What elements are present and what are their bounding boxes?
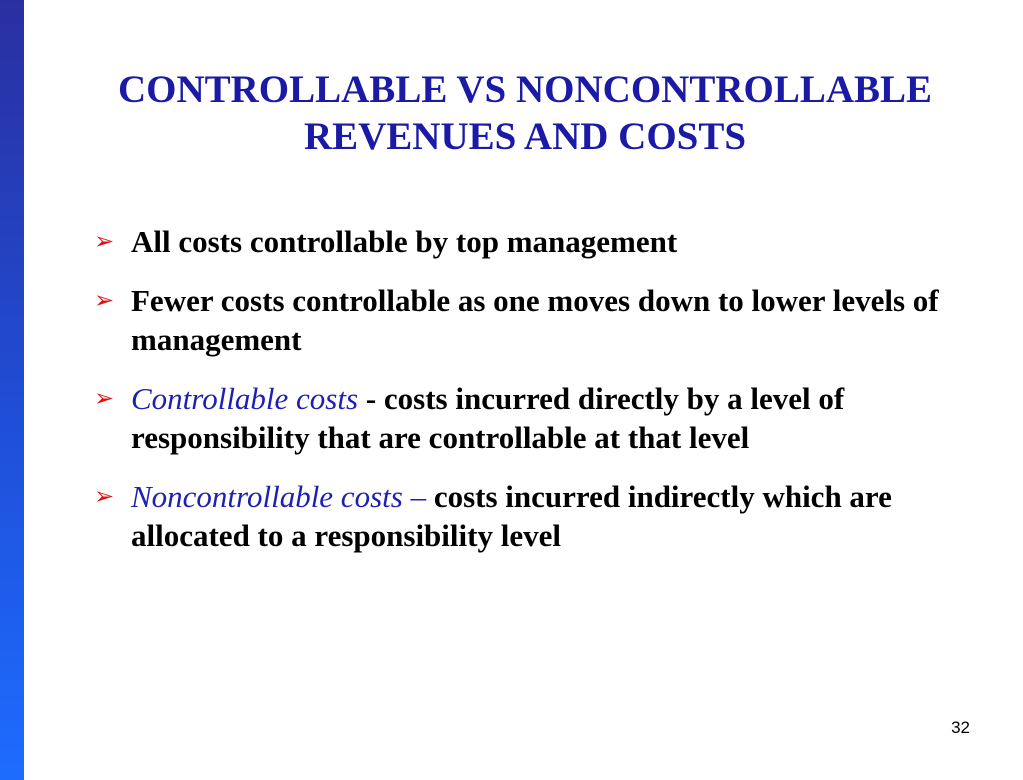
bullet-separator: – — [402, 479, 434, 514]
arrow-bullet-icon: ➢ — [94, 286, 115, 314]
bullet-text: costs incurred indirectly which are allocated to a responsibility level — [131, 479, 892, 553]
arrow-bullet-icon: ➢ — [94, 384, 115, 412]
bullet-item — [94, 477, 944, 555]
bullet-separator — [358, 381, 366, 416]
slide-title — [40, 66, 1010, 160]
title-line-1: CONTROLLABLE VS NONCONTROLLABLE — [117, 68, 933, 111]
arrow-bullet-icon: ➢ — [94, 482, 115, 510]
bullet-item — [94, 379, 944, 457]
bullet-list — [94, 222, 944, 575]
side-accent-bar — [0, 0, 24, 780]
bullet-term: Controllable costs — [131, 381, 359, 416]
bullet-item — [94, 222, 944, 261]
title-line-2: REVENUES AND COSTS — [303, 115, 747, 158]
bullet-term: Noncontrollable costs — [131, 479, 403, 514]
bullet-dash: - — [365, 381, 384, 416]
bullet-item — [94, 281, 944, 359]
bullet-text: Fewer costs controllable as one moves down to lower levels of management — [131, 283, 939, 357]
bullet-text: costs incurred directly by a level of responsibility that are controllable at that level — [131, 381, 845, 455]
bullet-text: All costs controllable by top management — [131, 224, 678, 259]
arrow-bullet-icon: ➢ — [94, 227, 115, 255]
page-number: 32 — [951, 718, 970, 737]
